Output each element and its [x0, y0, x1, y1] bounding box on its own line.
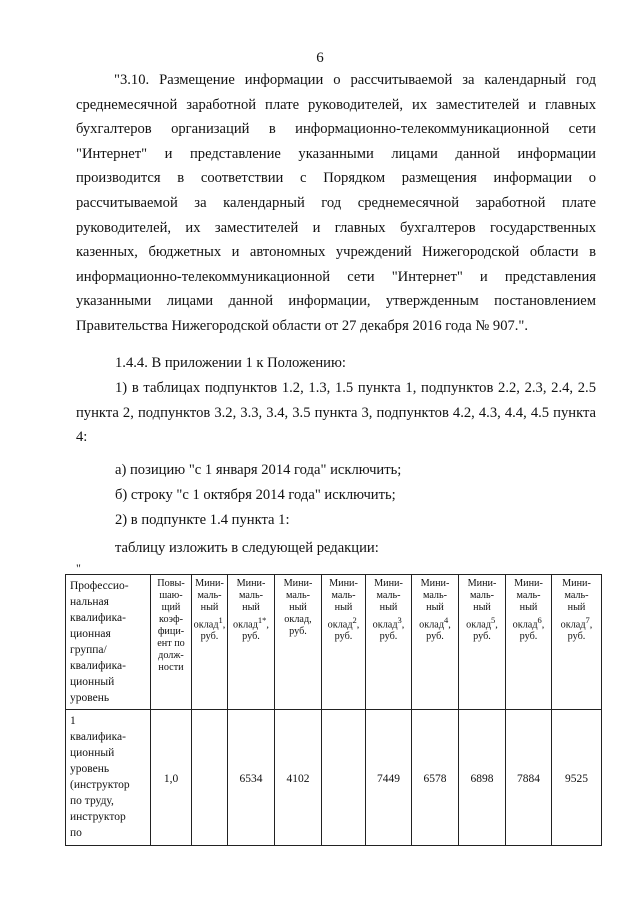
salary-table	[65, 574, 602, 846]
row-salary-7: 9525	[552, 710, 602, 846]
table-header-row	[66, 575, 602, 710]
header-salary-5: Мини- маль- ный оклад$^5$, руб.	[459, 575, 506, 710]
item-b: б) строку "с 1 октября 2014 года" исключить;	[115, 487, 396, 503]
item-table-intro: таблицу изложить в следующей редакции:	[115, 540, 379, 556]
header-salary-2: Мини- маль- ный оклад$^2$, руб.	[322, 575, 366, 710]
row-coefficient: 1,0	[151, 710, 192, 846]
row-salary-2	[322, 710, 366, 846]
row-salary-5: 6898	[459, 710, 506, 846]
item-1-4-4: 1.4.4. В приложении 1 к Положению:	[115, 355, 346, 371]
row-salary-1	[192, 710, 228, 846]
row-salary-3: 7449	[366, 710, 412, 846]
header-salary-3: Мини- маль- ный оклад$^3$, руб.	[366, 575, 412, 710]
item-2: 2) в подпункте 1.4 пункта 1:	[115, 512, 290, 528]
row-salary-1-star: 6534	[228, 710, 275, 846]
page-number: 6	[316, 50, 324, 66]
header-coefficient: Повы- шаю- щий коэф- фици- ент по долж- ности	[151, 575, 192, 710]
header-group: Профессио- нальная квалифика- ционная группа/ квалифика- ционный уровень	[66, 575, 151, 710]
header-salary-4: Мини- маль- ный оклад$^4$, руб.	[412, 575, 459, 710]
header-salary-1-star: Мини- маль- ный оклад$^{1*}$, руб.	[228, 575, 275, 710]
item-1-tables: 1) в таблицах подпунктов 1.2, 1.3, 1.5 пункта 1, подпунктов 2.2, 2.3, 2.4, 2.5 пункта 2, подпунктов 3.2, 3.3, 3.4, 3.5 пункта 3, подпунктов 4.2, 4.3, 4.4, 4.5 пункта 4:	[76, 380, 596, 446]
header-salary-plain: Мини- маль- ный оклад, руб.	[275, 575, 322, 710]
header-salary-7: Мини- маль- ный оклад$^7$, руб.	[552, 575, 602, 710]
paragraph-3-10: "3.10. Размещение информации о рассчитываемой за календарный год среднемесячной заработной плате руководителей, их заместителей и главных бухгалтеров организаций в информационно-телекоммуникационной сети "Интернет" и представление указанными лицами данной информации производится в соответствии с Порядком размещения информации о рассчитываемой за календарный год среднемесячной заработной плате руководителей, их заместителей и главных бухгалтеров государственных казенных, бюджетных и автономных учреждений Нижегородской области в информационно-телекоммуникационной сети "Интернет" и представления указанными лицами данной информации, утвержденным постановлением Правительства Нижегородской области от 27 декабря 2016 года № 907.".	[76, 72, 596, 334]
header-salary-1: Мини- маль- ный оклад$^1$, руб.	[192, 575, 228, 710]
open-quote-mark: "	[76, 561, 81, 575]
item-a: а) позицию "с 1 января 2014 года" исключить;	[115, 462, 402, 478]
row-group: 1 квалифика- ционный уровень (инструктор по труду, инструктор по	[66, 710, 151, 846]
row-salary-6: 7884	[506, 710, 552, 846]
row-salary-4: 6578	[412, 710, 459, 846]
header-salary-6: Мини- маль- ный оклад$^6$, руб.	[506, 575, 552, 710]
row-salary-plain: 4102	[275, 710, 322, 846]
table-row	[66, 710, 602, 846]
